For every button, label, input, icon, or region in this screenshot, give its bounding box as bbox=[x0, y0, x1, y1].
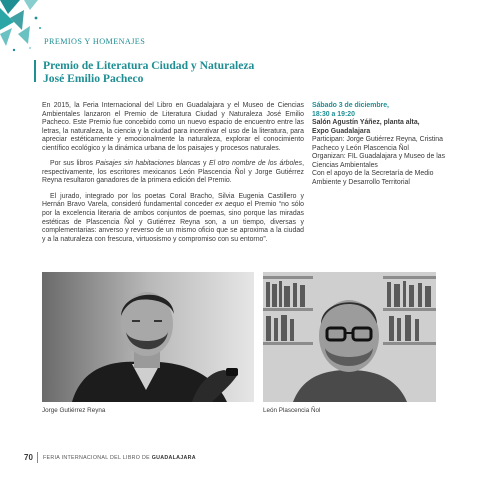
paragraph-3 bbox=[42, 193, 304, 244]
paragraph-2-text-c: , respectivamente, los escritores mexicanos León Plascencia Ñol y Jorge Gutiérrez Reyna resultaron ganadores de la primera edición del Premio. bbox=[42, 160, 305, 185]
article-body bbox=[42, 102, 304, 251]
portrait-photo-leon bbox=[263, 272, 436, 402]
footer-text-bold: GUADALAJARA bbox=[151, 455, 196, 461]
event-support: Con el apoyo de la Secretaría de Medio Ambiente y Desarrollo Territorial bbox=[312, 170, 434, 186]
event-venue-2: Expo Guadalajara bbox=[312, 127, 371, 135]
footer-text-regular: FERIA INTERNACIONAL DEL LIBRO DE bbox=[43, 455, 152, 461]
event-date: Sábado 3 de diciembre, bbox=[312, 102, 389, 109]
event-time: 18:30 a 19:20 bbox=[312, 110, 355, 118]
event-organizer: Organizan: FIL Guadalajara y Museo de las Ciencias Ambientales bbox=[312, 153, 446, 169]
event-details bbox=[312, 102, 452, 187]
paragraph-2 bbox=[42, 160, 304, 186]
latin-phrase: ex aequo bbox=[215, 201, 245, 209]
photo-caption-left: Jorge Gutiérrez Reyna bbox=[42, 407, 106, 414]
title-line-1: Premio de Literatura Ciudad y Naturaleza bbox=[43, 59, 255, 72]
paragraph-3-text-b: el Premio “no sólo por la excelencia literaria de ambos conjuntos de poemas, sino porque las miradas estéticas de Plascencia Ñol y Gutiérrez Reyna son, a un tiempo, diversas y complementarias: anverso y reverso de un mismo oficio que se aproxima a la ciudad y a la naturaleza con frescura, virtuosismo y compromiso con su entorno”. bbox=[42, 201, 304, 243]
footer-publication bbox=[43, 455, 196, 461]
title-accent-bar bbox=[34, 60, 36, 82]
paragraph-3-text-a: El jurado, integrado por los poetas Coral Bracho, Silvia Eugenia Castillero y Hernán Bravo Varela, consideró fundamental conceder bbox=[42, 192, 304, 209]
photo-caption-right: León Plascencia Ñol bbox=[263, 407, 321, 414]
footer-divider bbox=[37, 452, 38, 463]
event-venue-1: Salón Agustín Yáñez, planta alta, bbox=[312, 119, 420, 127]
corner-decoration bbox=[0, 0, 48, 60]
title-line-2: José Emilio Pacheco bbox=[43, 72, 144, 85]
event-participants: Participan: Jorge Gutiérrez Reyna, Cristina Pacheco y León Plascencia Ñol bbox=[312, 136, 443, 152]
portrait-photo-jorge bbox=[42, 272, 254, 402]
paragraph-1: En 2015, la Feria Internacional del Libro en Guadalajara y el Museo de Ciencias Ambientales lanzaron el Premio de Literatura Ciudad y Naturaleza José Emilio Pacheco. Este Premio fue concebido como un nuevo espacio de encuentro entre las letras, la naturaleza, la ciencia y la ciudad para incentivar el uso de la literatura, para apreciar estéticamente y emocionalmente la naturaleza, explorar el conocimiento científico ecológico y la dinámica urbana de los paisajes y procesos naturales. bbox=[42, 102, 304, 152]
paragraph-2-text-a: Por sus libros bbox=[50, 160, 96, 168]
book-title-2: El otro nombre de los árboles bbox=[208, 160, 303, 168]
article-title bbox=[43, 59, 343, 85]
book-title-1: Paisajes sin habitaciones blancas bbox=[95, 160, 201, 168]
paragraph-2-text-b: y bbox=[200, 160, 209, 168]
page-number: 70 bbox=[24, 453, 33, 462]
section-label: PREMIOS Y HOMENAJES bbox=[44, 37, 146, 46]
